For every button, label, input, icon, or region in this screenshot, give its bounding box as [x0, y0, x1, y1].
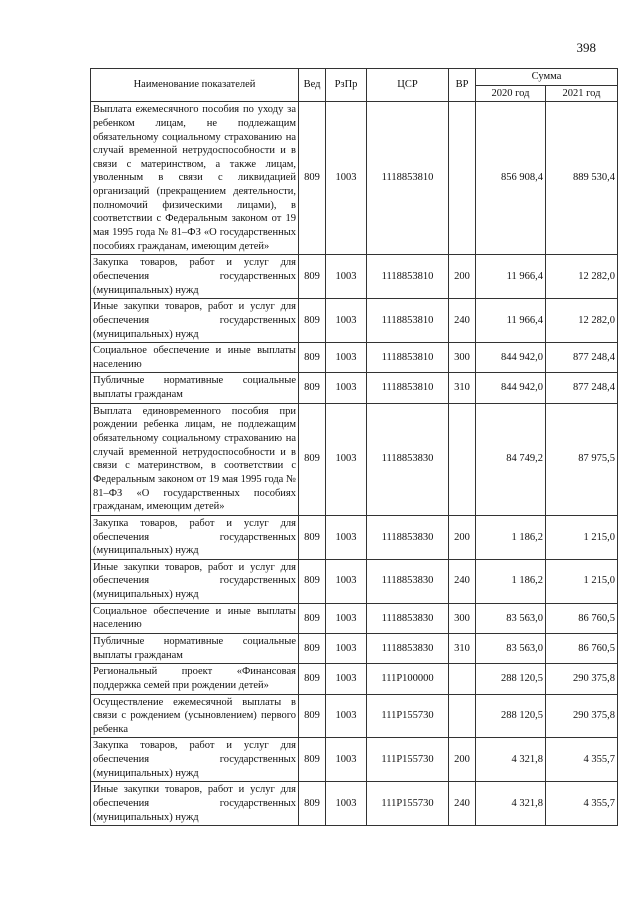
row-csr: 111P100000: [367, 664, 449, 694]
row-csr: 111P155730: [367, 782, 449, 826]
row-sum-2021: 4 355,7: [546, 782, 618, 826]
row-ved: 809: [299, 782, 326, 826]
row-sum-2020: 84 749,2: [476, 403, 546, 515]
row-vr: 310: [449, 373, 476, 403]
row-ved: 809: [299, 373, 326, 403]
row-vr: [449, 403, 476, 515]
row-ved: 809: [299, 403, 326, 515]
row-sum-2020: 11 966,4: [476, 255, 546, 299]
row-rzpr: 1003: [326, 403, 367, 515]
row-vr: 200: [449, 738, 476, 782]
row-sum-2020: 844 942,0: [476, 343, 546, 373]
row-csr: 111P155730: [367, 738, 449, 782]
table-row: [91, 299, 618, 343]
row-sum-2021: 4 355,7: [546, 738, 618, 782]
row-csr: 111P155730: [367, 694, 449, 738]
row-vr: 240: [449, 559, 476, 603]
row-rzpr: 1003: [326, 255, 367, 299]
row-vr: 300: [449, 343, 476, 373]
row-csr: 1118853810: [367, 343, 449, 373]
row-vr: [449, 664, 476, 694]
row-vr: 310: [449, 633, 476, 663]
row-ved: 809: [299, 664, 326, 694]
row-csr: 1118853830: [367, 559, 449, 603]
page-number: 398: [576, 40, 596, 55]
row-sum-2021: 877 248,4: [546, 373, 618, 403]
row-name: Публичные нормативные социальные выплаты гражданам: [91, 633, 299, 663]
table-row: [91, 603, 618, 633]
row-rzpr: 1003: [326, 664, 367, 694]
row-rzpr: 1003: [326, 299, 367, 343]
row-name: Региональный проект «Финансовая поддержка семей при рождении детей»: [91, 664, 299, 694]
row-csr: 1118853810: [367, 255, 449, 299]
row-sum-2021: 12 282,0: [546, 299, 618, 343]
row-name: Иные закупки товаров, работ и услуг для обеспечения государственных (муниципальных) нужд: [91, 299, 299, 343]
row-csr: 1118853830: [367, 403, 449, 515]
row-name: Закупка товаров, работ и услуг для обеспечения государственных (муниципальных) нужд: [91, 515, 299, 559]
row-csr: 1118853810: [367, 373, 449, 403]
row-ved: 809: [299, 633, 326, 663]
table-row: [91, 343, 618, 373]
row-ved: 809: [299, 694, 326, 738]
table-row: [91, 694, 618, 738]
row-rzpr: 1003: [326, 343, 367, 373]
row-name: Закупка товаров, работ и услуг для обеспечения государственных (муниципальных) нужд: [91, 255, 299, 299]
table-row: [91, 633, 618, 663]
header-sum: Сумма: [476, 69, 618, 86]
row-rzpr: 1003: [326, 694, 367, 738]
row-rzpr: 1003: [326, 373, 367, 403]
row-sum-2020: 288 120,5: [476, 694, 546, 738]
row-sum-2020: 83 563,0: [476, 633, 546, 663]
table-row: [91, 403, 618, 515]
row-rzpr: 1003: [326, 782, 367, 826]
row-ved: 809: [299, 255, 326, 299]
row-rzpr: 1003: [326, 633, 367, 663]
row-csr: 1118853830: [367, 633, 449, 663]
row-sum-2020: 1 186,2: [476, 559, 546, 603]
row-ved: 809: [299, 515, 326, 559]
row-sum-2020: 11 966,4: [476, 299, 546, 343]
row-csr: 1118853830: [367, 515, 449, 559]
row-sum-2021: 290 375,8: [546, 664, 618, 694]
row-name: Социальное обеспечение и иные выплаты населению: [91, 603, 299, 633]
row-ved: 809: [299, 343, 326, 373]
table-row: [91, 782, 618, 826]
table-row: [91, 373, 618, 403]
header-vr: ВР: [449, 69, 476, 102]
row-sum-2021: 87 975,5: [546, 403, 618, 515]
row-sum-2020: 4 321,8: [476, 738, 546, 782]
row-vr: 240: [449, 299, 476, 343]
budget-table: [90, 68, 618, 826]
row-sum-2020: 1 186,2: [476, 515, 546, 559]
table-row: [91, 738, 618, 782]
header-name: Наименование показателей: [91, 69, 299, 102]
row-sum-2021: 889 530,4: [546, 102, 618, 255]
row-vr: 200: [449, 515, 476, 559]
header-csr: ЦСР: [367, 69, 449, 102]
row-rzpr: 1003: [326, 559, 367, 603]
row-name: Осуществление ежемесячной выплаты в связи с рождением (усыновлением) первого ребенка: [91, 694, 299, 738]
row-name: Публичные нормативные социальные выплаты гражданам: [91, 373, 299, 403]
row-name: Закупка товаров, работ и услуг для обеспечения государственных (муниципальных) нужд: [91, 738, 299, 782]
row-ved: 809: [299, 603, 326, 633]
row-vr: 300: [449, 603, 476, 633]
row-csr: 1118853810: [367, 102, 449, 255]
row-sum-2020: 856 908,4: [476, 102, 546, 255]
row-ved: 809: [299, 102, 326, 255]
row-sum-2020: 83 563,0: [476, 603, 546, 633]
row-name: Иные закупки товаров, работ и услуг для обеспечения государственных (муниципальных) нужд: [91, 782, 299, 826]
row-sum-2020: 844 942,0: [476, 373, 546, 403]
table-row: [91, 515, 618, 559]
row-sum-2021: 86 760,5: [546, 633, 618, 663]
row-sum-2021: 12 282,0: [546, 255, 618, 299]
row-sum-2021: 86 760,5: [546, 603, 618, 633]
row-ved: 809: [299, 738, 326, 782]
row-sum-2021: 1 215,0: [546, 559, 618, 603]
table-row: [91, 559, 618, 603]
table-row: [91, 102, 618, 255]
row-name: Социальное обеспечение и иные выплаты населению: [91, 343, 299, 373]
row-vr: [449, 102, 476, 255]
row-ved: 809: [299, 559, 326, 603]
row-ved: 809: [299, 299, 326, 343]
table-body: [91, 102, 618, 826]
row-sum-2020: 288 120,5: [476, 664, 546, 694]
row-rzpr: 1003: [326, 603, 367, 633]
row-csr: 1118853810: [367, 299, 449, 343]
row-sum-2020: 4 321,8: [476, 782, 546, 826]
table-header: [91, 69, 618, 102]
row-name: Иные закупки товаров, работ и услуг для обеспечения государственных (муниципальных) нужд: [91, 559, 299, 603]
header-year-2020: 2020 год: [476, 85, 546, 102]
row-vr: [449, 694, 476, 738]
header-year-2021: 2021 год: [546, 85, 618, 102]
row-csr: 1118853830: [367, 603, 449, 633]
row-rzpr: 1003: [326, 102, 367, 255]
header-ved: Вед: [299, 69, 326, 102]
row-rzpr: 1003: [326, 515, 367, 559]
row-name: Выплата ежемесячного пособия по уходу за ребенком лицам, не подлежащим обязательному социальному страхованию на случай временной нетрудоспособности и в связи с материнством, а также лицам, уволенным в связи с ликвидацией организаций (прекращением деятельности, полномочий физическими лицами), в соответствии с Федеральным законом от 19 мая 1995 года № 81–ФЗ «О государственных пособиях гражданам, имеющим детей»: [91, 102, 299, 255]
row-sum-2021: 1 215,0: [546, 515, 618, 559]
row-sum-2021: 290 375,8: [546, 694, 618, 738]
row-vr: 240: [449, 782, 476, 826]
row-sum-2021: 877 248,4: [546, 343, 618, 373]
row-vr: 200: [449, 255, 476, 299]
header-rzpr: РзПр: [326, 69, 367, 102]
row-rzpr: 1003: [326, 738, 367, 782]
row-name: Выплата единовременного пособия при рождении ребенка лицам, не подлежащим обязательному социальному страхованию на случай временной нетрудоспособности и в связи с материнством, в соответствии с Федеральным законом от 19 мая 1995 года № 81–ФЗ «О государственных пособиях гражданам, имеющим детей»: [91, 403, 299, 515]
table-row: [91, 255, 618, 299]
table-row: [91, 664, 618, 694]
